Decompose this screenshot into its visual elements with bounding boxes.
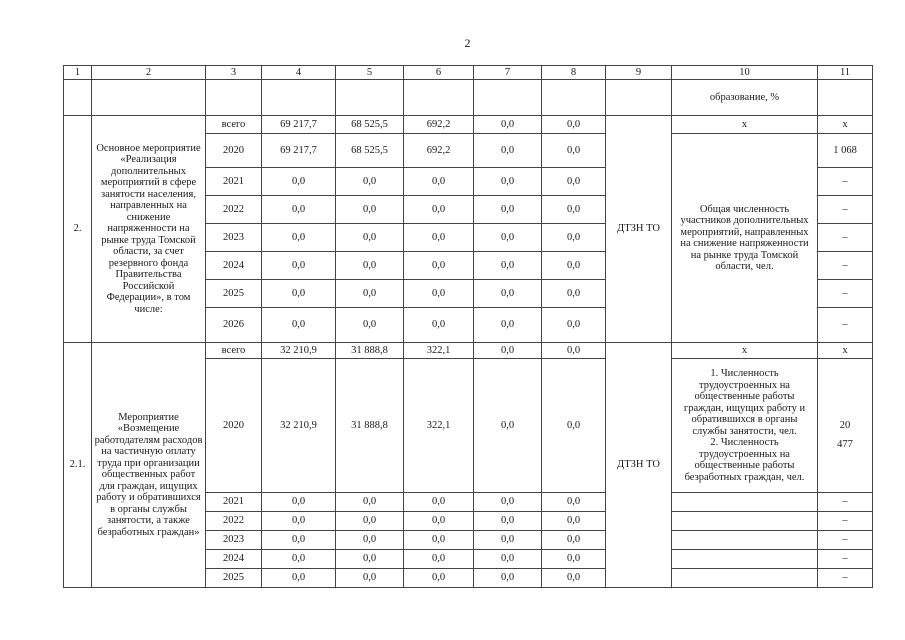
indicator-value-2: 477 xyxy=(837,439,853,450)
col-header: 4 xyxy=(262,66,336,80)
indicator-values xyxy=(818,359,873,493)
row-number: 2. xyxy=(64,116,92,343)
col-header: 5 xyxy=(336,66,404,80)
col-header: 9 xyxy=(606,66,672,80)
table-row: 2025 0,0 0,0 0,0 0,0 0,0 – xyxy=(64,280,873,308)
col-header: 6 xyxy=(404,66,474,80)
table-row: 2024 0,0 0,0 0,0 0,0 0,0 – xyxy=(64,550,873,569)
table-row: 2024 0,0 0,0 0,0 0,0 0,0 – xyxy=(64,252,873,280)
col-header: 11 xyxy=(818,66,873,80)
table-row: 2026 0,0 0,0 0,0 0,0 0,0 – xyxy=(64,308,873,343)
header-row xyxy=(64,66,873,80)
table-row: 2023 0,0 0,0 0,0 0,0 0,0 – xyxy=(64,531,873,550)
col-header: 7 xyxy=(474,66,542,80)
executor: ДТЗН ТО xyxy=(606,116,672,343)
executor: ДТЗН ТО xyxy=(606,343,672,588)
col-header: 8 xyxy=(542,66,606,80)
continuation-row xyxy=(64,80,873,116)
indicator-text: Общая численность участников дополнительных мероприятий, направленных на снижение напряженности на рынке труда Томской области, чел. xyxy=(672,134,818,343)
table-row: 2022 0,0 0,0 0,0 0,0 0,0 – xyxy=(64,512,873,531)
prev-indicator: образование, % xyxy=(672,80,818,116)
table-row: 2023 0,0 0,0 0,0 0,0 0,0 – xyxy=(64,224,873,252)
table-row: 2020 69 217,7 68 525,5 692,2 0,0 0,0 Общая численность участников дополнительных мероприятий, направленных на снижение напряженности на рынке труда Томской области, чел. 1 068 xyxy=(64,134,873,168)
measure-name: Мероприятие «Возмещение работодателям расходов на частичную оплату труда при организации общественных работ для граждан, ищущих работу и обратившихся в органы службы занятости, а также безработных граждан» xyxy=(92,343,206,588)
table-row: 2025 0,0 0,0 0,0 0,0 0,0 – xyxy=(64,569,873,588)
indicator-value: 1 068 xyxy=(818,134,873,168)
program-table xyxy=(63,65,873,588)
indicator-x: х xyxy=(672,116,818,134)
page-number: 2 xyxy=(464,36,471,50)
col-header: 3 xyxy=(206,66,262,80)
row-number: 2.1. xyxy=(64,343,92,588)
table-row: 2020 32 210,9 31 888,8 322,1 0,0 0,0 1. Численность трудоустроенных на общественные работы граждан, ищущих работу и обратившихся в органы службы занятости, чел. 2. Численность трудоустроенных на общественные работы безработных граждан, чел. 20 477 xyxy=(64,359,873,493)
table-row: 2021 0,0 0,0 0,0 0,0 0,0 – xyxy=(64,168,873,196)
table-row: 2. Основное мероприятие «Реализация дополнительных мероприятий в сфере занятости населения, направленных на снижение напряженности на рынке труда Томской области, за счет резервного фонда Правительства Российской Федерации», в том числе: всего 69 217,7 68 525,5 692,2 0,0 0,0 ДТЗН ТО х х xyxy=(64,116,873,134)
measure-name: Основное мероприятие «Реализация дополнительных мероприятий в сфере занятости населения, направленных на снижение напряженности на рынке труда Томской области, за счет резервного фонда Правительства Российской Федерации», в том числе: xyxy=(92,116,206,343)
table-row: 2021 0,0 0,0 0,0 0,0 0,0 – xyxy=(64,493,873,512)
col-header: 2 xyxy=(92,66,206,80)
table-row: 2.1. Мероприятие «Возмещение работодателям расходов на частичную оплату труда при организации общественных работ для граждан, ищущих работу и обратившихся в органы службы занятости, а также безработных граждан» всего 32 210,9 31 888,8 322,1 0,0 0,0 ДТЗН ТО х х xyxy=(64,343,873,359)
indicator-value-1: 20 xyxy=(839,419,851,431)
col-header: 10 xyxy=(672,66,818,80)
value-x: х xyxy=(818,116,873,134)
indicator-x: х xyxy=(672,343,818,359)
value-x: х xyxy=(818,343,873,359)
indicator-text: 1. Численность трудоустроенных на общественные работы граждан, ищущих работу и обратившихся в органы службы занятости, чел. 2. Численность трудоустроенных на общественные работы безработных граждан, чел. xyxy=(672,359,818,493)
table-row: 2022 0,0 0,0 0,0 0,0 0,0 – xyxy=(64,196,873,224)
col-header: 1 xyxy=(64,66,92,80)
